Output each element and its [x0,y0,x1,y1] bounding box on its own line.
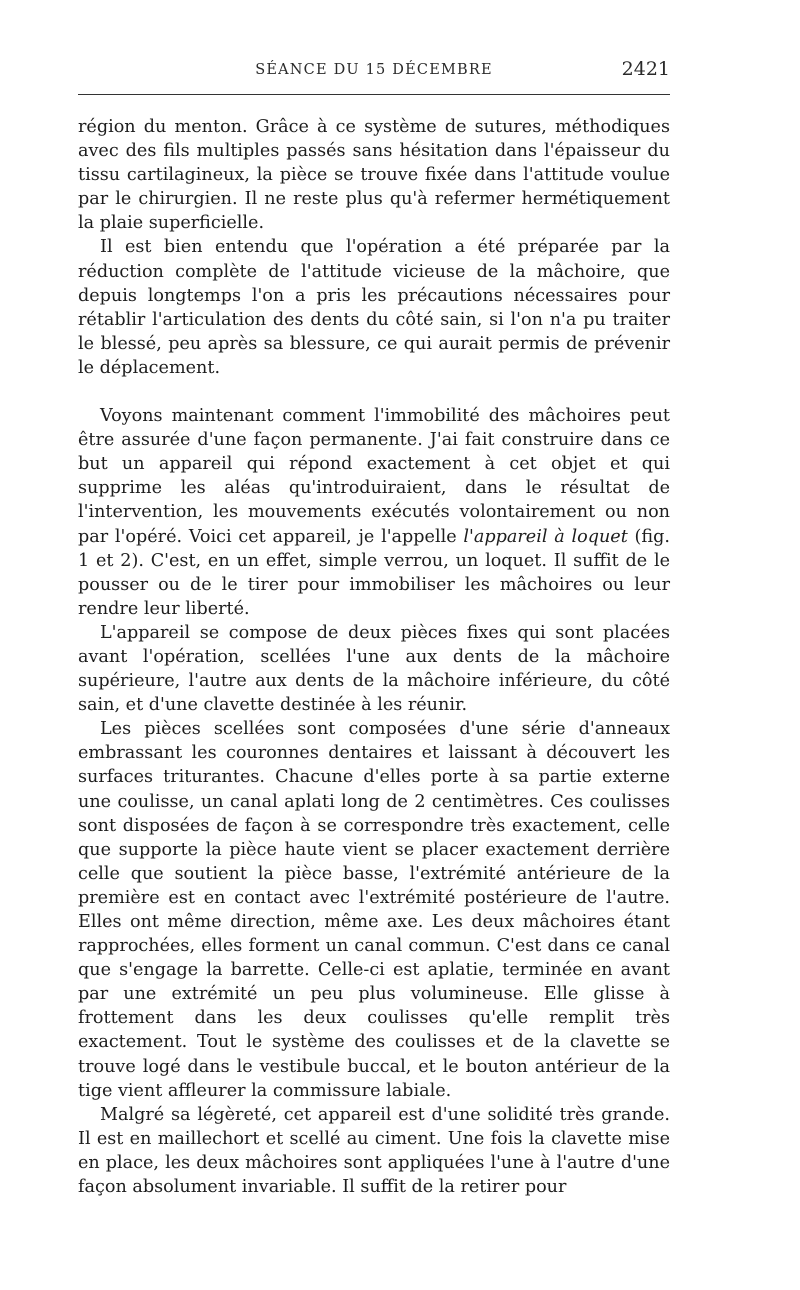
body-text [78,115,670,1199]
apparatus-name: l'appareil à loquet [463,526,628,547]
paragraph-5: Les pièces scellées sont composées d'une série d'anneaux embrassant les couronnes dentaires et laissant à découvert les surfaces triturantes. Chacune d'elles porte à sa partie externe une coulisse, un canal aplati long de 2 centimètres. Ces coulisses sont disposées de façon à se correspondre très exactement, celle que supporte la pièce haute vient se placer exactement derrière celle que soutient la pièce basse, l'extrémité antérieure de la première est en contact avec l'extrémité postérieure de l'autre. Elles ont même direction, même axe. Les deux mâchoires étant rapprochées, elles forment un canal commun. C'est dans ce canal que s'engage la barrette. Celle-ci est aplatie, terminée en avant par une extrémité un peu plus volumineuse. Elle glisse à frottement dans les deux coulisses qu'elle remplit très exactement. Tout le système des coulisses et de la clavette se trouve logé dans le vestibule buccal, et le bouton antérieur de la tige vient affleurer la commissure labiale. [78,719,670,1101]
paragraph-2: Il est bien entendu que l'opération a été préparée par la réduction complète de l'attitude vicieuse de la mâchoire, que depuis longtemps l'on a pris les précautions nécessaires pour rétablir l'articulation des dents du côté sain, si l'on n'a pu traiter le blessé, peu après sa blessure, ce qui aurait permis de prévenir le déplacement. [78,237,670,378]
page-number: 2421 [621,58,670,80]
paragraph-3-text-b: (fig. 1 et 2). C'est, en un effet, simple verrou, un loquet. Il suffit de le pousser ou de le tirer pour immobiliser les mâchoires ou leur rendre leur liberté. [78,526,671,619]
paragraph-6: Malgré sa légèreté, cet appareil est d'une solidité très grande. Il est en maillechort et scellé au ciment. Une fois la clavette mise en place, les deux mâchoires sont appliquées l'une à l'autre d'une façon absolument invariable. Il suffit de la retirer pour [78,1104,670,1198]
paragraph-3-text-a: Voyons maintenant comment l'immobilité des mâchoires peut être assurée d'une façon permanente. J'ai fait construire dans ce but un appareil qui répond exactement à cet objet et qui supprime les aléas qu'introduiraient, dans le résultat de l'intervention, les mouvements exécutés volontairement ou non par l'opéré. Voici cet appareil, je l'appelle [78,406,670,547]
header-title: SÉANCE DU 15 DÉCEMBRE [255,62,493,78]
paragraph-4: L'appareil se compose de deux pièces fixes qui sont placées avant l'opération, scellées l'une aux dents de la mâchoire supérieure, l'autre aux dents de la mâchoire inférieure, du côté sain, et d'une clavette destinée à les réunir. [78,622,670,716]
running-header [78,54,670,95]
document-page [78,54,670,1199]
paragraph-3 [78,404,670,621]
paragraph-1: région du menton. Grâce à ce système de sutures, méthodiques avec des fils multiples passés sans hésitation dans l'épaisseur du tissu cartilagineux, la pièce se trouve fixée dans l'attitude voulue par le chirurgien. Il ne reste plus qu'à refermer hermétiquement la plaie superficielle. [78,117,670,234]
